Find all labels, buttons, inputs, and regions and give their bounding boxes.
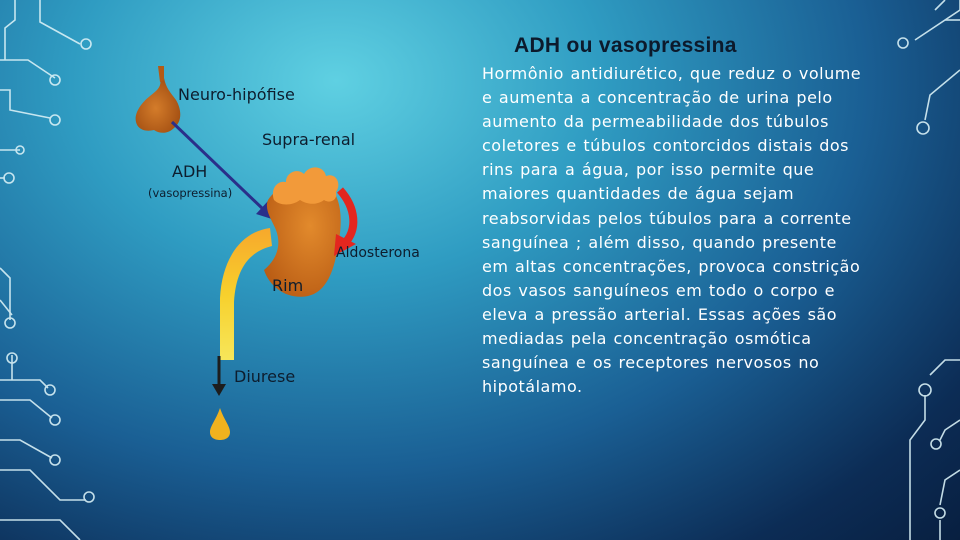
label-adh: ADH <box>172 162 208 181</box>
label-diurese: Diurese <box>234 367 296 386</box>
label-rim: Rim <box>272 276 304 295</box>
body-paragraph: Hormônio antidiurético, que reduz o volume e aumenta a concentração de urina pelo aumento da permeabilidade dos túbulos coletores e túbulos contorcidos distais dos rins para a água, por isso permite que maiores quantidades de água sejam reabsorvidas pelos túbulos para a corrente sanguínea ; além disso, quando presente em altas concentrações, provoca constrição dos vasos sanguíneos em todo o corpo e eleva a pressão arterial. Essas ações são mediadas pela concentração osmótica sanguínea e os receptores nervosos no hipotálamo. <box>482 64 862 397</box>
slide-title: ADH ou vasopressina <box>514 34 737 57</box>
label-vasopressina: (vasopressina) <box>148 186 233 200</box>
ureter-tube <box>220 228 272 360</box>
adrenal-gland-icon <box>273 167 338 204</box>
label-aldosterona: Aldosterona <box>336 245 420 261</box>
label-supra-renal: Supra-renal <box>262 130 356 149</box>
diuresis-arrow <box>212 356 226 396</box>
urine-drop-icon <box>210 408 230 440</box>
label-neuro-hipofise: Neuro-hipófise <box>178 85 295 104</box>
adh-diagram <box>130 60 440 450</box>
